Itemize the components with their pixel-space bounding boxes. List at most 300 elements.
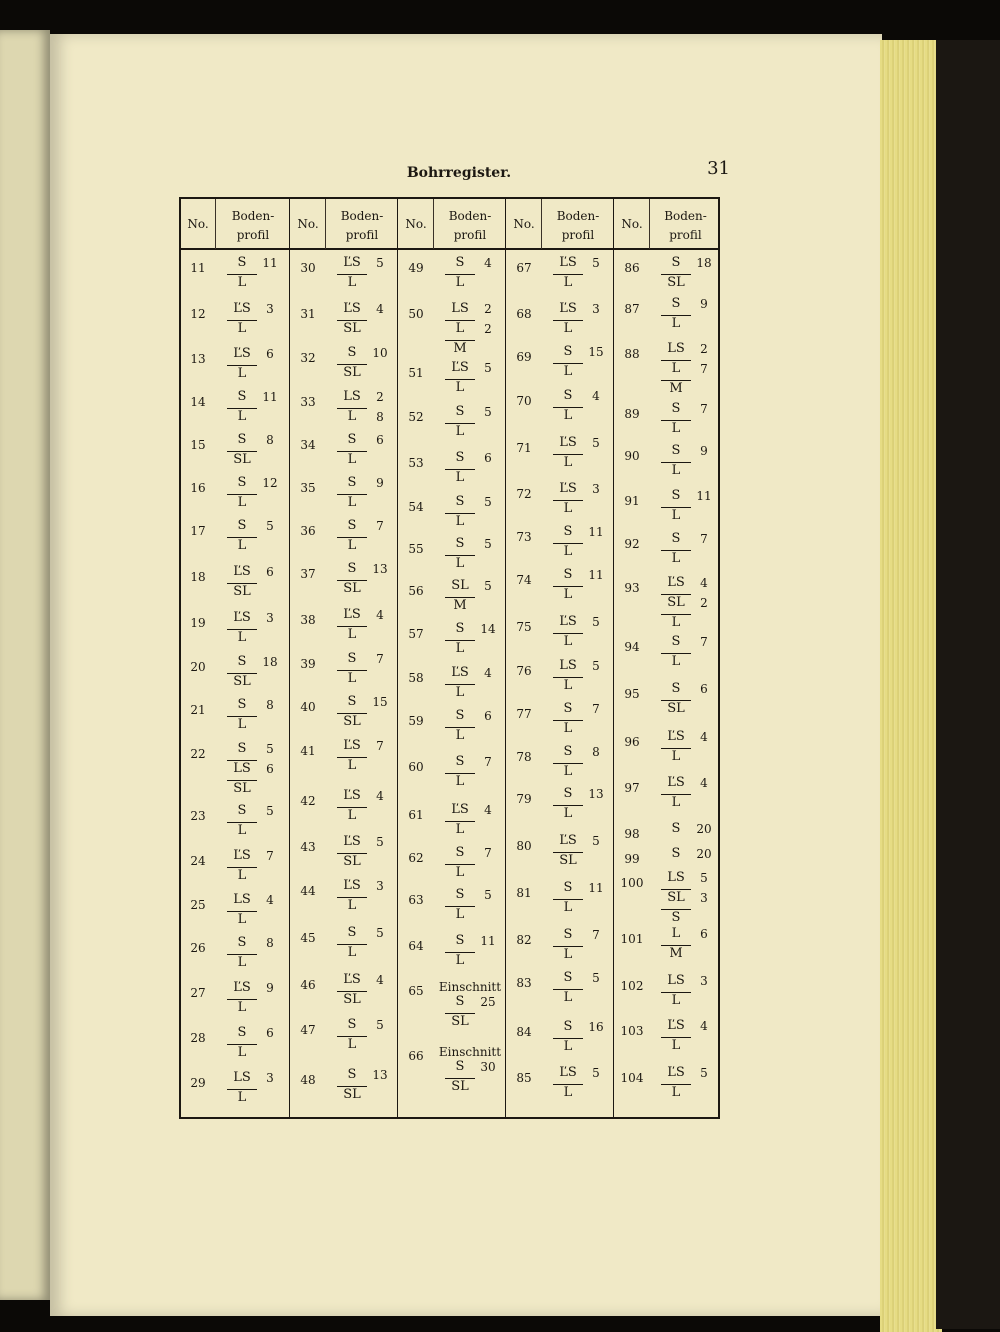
row-number: 72 <box>516 487 532 501</box>
row-number: 16 <box>190 481 206 495</box>
profile-top-layer: S <box>237 741 247 756</box>
row-number: 19 <box>190 616 206 630</box>
row-number: 51 <box>408 366 424 380</box>
column-group-divider <box>289 199 290 1117</box>
row-number: 35 <box>300 481 316 495</box>
soil-profile-entry <box>337 694 399 729</box>
running-header: Bohrregister. <box>406 165 512 181</box>
profile-top-layer: S <box>237 935 247 950</box>
profile-depth-value: 5 <box>266 804 274 818</box>
row-number: 82 <box>516 933 532 947</box>
profile-bottom-layer: L <box>445 555 475 572</box>
row-number: 79 <box>516 792 532 806</box>
profile-depth-value: 11 <box>696 489 712 503</box>
profile-bottom-layer: SL <box>553 852 583 869</box>
profile-bottom-layer: L <box>661 748 691 765</box>
row-number: 57 <box>408 627 424 641</box>
row-number: 60 <box>408 760 424 774</box>
row-number: 66 <box>408 1049 424 1063</box>
book-cover <box>936 40 1000 1329</box>
row-number: 91 <box>624 494 640 508</box>
profile-bottom-layer: SL <box>227 673 257 690</box>
row-number: 13 <box>190 352 206 366</box>
profile-depth-value: 5 <box>376 835 384 849</box>
header-bodenprofil <box>215 207 291 245</box>
soil-profile-entry <box>337 834 399 869</box>
profile-depth-value: 8 <box>266 698 274 712</box>
profile-top-layer: S <box>563 970 573 985</box>
profile-depth-value: 3 <box>266 302 274 316</box>
profile-top-layer: S <box>563 786 573 801</box>
soil-profile-entry <box>227 1070 289 1105</box>
profile-top-layer: S <box>237 389 247 404</box>
profile-bottom-layer: L <box>227 716 257 733</box>
soil-profile-entry <box>445 450 507 485</box>
profile-depth-value-2: 8 <box>376 410 384 424</box>
row-number: 18 <box>190 570 206 584</box>
profile-top-layer: ĽS <box>667 775 685 790</box>
profile-bottom-layer: L <box>445 773 475 790</box>
soil-profile-entry <box>445 404 507 439</box>
soil-profile-entry <box>337 607 399 642</box>
profile-top-layer: S <box>347 925 357 940</box>
row-number: 52 <box>408 410 424 424</box>
profile-top-layer: S <box>455 887 465 902</box>
soil-profile-entry <box>553 388 615 423</box>
header-bodenprofil <box>325 207 399 245</box>
row-number: 103 <box>620 1024 644 1038</box>
profile-top-layer: S <box>563 567 573 582</box>
profile-top-layer: S <box>237 255 247 270</box>
profile-top-layer: ĽS <box>559 481 577 496</box>
row-number: 42 <box>300 794 316 808</box>
profile-top-layer: ĽS <box>343 788 361 803</box>
soil-profile-entry <box>661 296 723 331</box>
profile-top-layer: ĽS <box>667 1065 685 1080</box>
column-group-divider <box>505 199 506 1117</box>
soil-profile-entry <box>445 887 507 922</box>
profile-depth-value: 5 <box>592 615 600 629</box>
soil-profile-entry <box>227 301 289 336</box>
profile-depth-value: 6 <box>266 347 274 361</box>
profile-top-layer: S <box>237 1025 247 1040</box>
profile-bottom-layer: L <box>661 315 691 332</box>
row-number: 98 <box>624 827 640 841</box>
profile-bottom-layer: L <box>337 670 367 687</box>
soil-profile-entry <box>227 610 289 645</box>
row-number: 45 <box>300 931 316 945</box>
row-number: 40 <box>300 700 316 714</box>
row-number: 77 <box>516 707 532 721</box>
profile-top-layer: S <box>455 255 465 270</box>
profile-bottom-layer: L <box>227 822 257 839</box>
profile-depth-value: 15 <box>588 345 604 359</box>
row-number: 67 <box>516 261 532 275</box>
profile-bottom-layer: L <box>661 462 691 479</box>
soil-profile-entry <box>553 567 615 602</box>
row-number: 88 <box>624 347 640 361</box>
row-number: 59 <box>408 714 424 728</box>
profile-depth-value: 5 <box>484 361 492 375</box>
profile-bottom-layer: L <box>553 677 583 694</box>
profile-top-layer: S <box>671 846 681 861</box>
soil-profile-entry <box>445 360 507 395</box>
profile-depth-value: 11 <box>480 934 496 948</box>
soil-profile-entry <box>337 1067 399 1102</box>
profile-bottom-layer: L <box>661 653 691 670</box>
profile-top-layer: S <box>563 524 573 539</box>
profile-bottom-layer: L <box>661 1037 691 1054</box>
profile-depth-value: 15 <box>372 695 388 709</box>
profile-bottom-layer: L <box>661 1084 691 1101</box>
row-number: 68 <box>516 307 532 321</box>
profile-bottom-layer: L <box>337 757 367 774</box>
profile-top-layer: LS <box>233 892 251 907</box>
profile-top-layer: ĽS <box>233 980 251 995</box>
profile-depth-value: 20 <box>696 822 712 836</box>
profile-depth-value: 7 <box>700 532 708 546</box>
row-number: 64 <box>408 939 424 953</box>
profile-top-layer: ĽS <box>233 848 251 863</box>
row-number: 84 <box>516 1025 532 1039</box>
profile-top-layer: S <box>347 475 357 490</box>
profile-depth-value: 5 <box>376 1018 384 1032</box>
profile-depth-value: 7 <box>484 755 492 769</box>
row-number: 15 <box>190 438 206 452</box>
header-bodenprofil-line: profil <box>345 228 379 242</box>
soil-profile-entry <box>661 488 723 523</box>
soil-profile-entry <box>445 754 507 789</box>
profile-top-layer: S <box>237 475 247 490</box>
soil-profile-entry <box>337 651 399 686</box>
profile-top-layer: S <box>455 754 465 769</box>
soil-profile-entry <box>445 802 507 837</box>
row-number: 37 <box>300 567 316 581</box>
profile-bottom-layer: L <box>553 633 583 650</box>
profile-depth-value: 4 <box>266 893 274 907</box>
row-number: 25 <box>190 898 206 912</box>
profile-depth-value: 11 <box>588 881 604 895</box>
row-number: 48 <box>300 1073 316 1087</box>
profile-depth-value: 5 <box>484 888 492 902</box>
profile-depth-value: 5 <box>592 256 600 270</box>
row-number: 96 <box>624 735 640 749</box>
soil-profile-entry <box>337 345 399 380</box>
profile-top-layer: S <box>563 701 573 716</box>
soil-profile-entry <box>337 561 399 596</box>
profile-bottom-layer: L <box>227 365 257 382</box>
soil-profile-entry <box>661 870 723 905</box>
row-number: 90 <box>624 449 640 463</box>
row-number: 34 <box>300 438 316 452</box>
soil-profile-subentry <box>227 761 289 796</box>
row-number: 104 <box>620 1071 644 1085</box>
profile-top-layer: S <box>237 803 247 818</box>
row-number: 78 <box>516 750 532 764</box>
profile-top-layer: S <box>671 296 681 311</box>
soil-profile-entry <box>553 255 615 290</box>
profile-top-layer: ĽS <box>343 972 361 987</box>
profile-bottom-layer-2: M <box>661 380 691 397</box>
profile-bottom-layer-2: M <box>445 340 475 357</box>
soil-profile-entry <box>445 536 507 571</box>
soil-profile-entry <box>661 255 723 290</box>
profile-bottom-layer: L <box>337 451 367 468</box>
profile-bottom-layer: L <box>227 537 257 554</box>
soil-profile-entry <box>337 301 399 336</box>
soil-profile-entry <box>553 524 615 559</box>
header-no: No. <box>513 217 535 231</box>
profile-depth-value: 5 <box>484 495 492 509</box>
soil-profile-entry <box>227 980 289 1015</box>
soil-profile-subentry <box>661 361 723 396</box>
profile-top-layer: LS <box>667 973 685 988</box>
soil-profile-entry <box>337 389 399 424</box>
profile-top-layer: S <box>455 845 465 860</box>
profile-bottom-layer: L <box>445 640 475 657</box>
profile-depth-value: 7 <box>266 849 274 863</box>
profile-depth-value: 11 <box>588 525 604 539</box>
profile-top-layer: S <box>671 531 681 546</box>
row-number: 43 <box>300 840 316 854</box>
profile-bottom-layer: L <box>337 626 367 643</box>
profile-bottom-layer: L <box>337 408 367 425</box>
soil-profile-entry <box>227 892 289 927</box>
profile-depth-value: 3 <box>266 1071 274 1085</box>
profile-depth-value: 5 <box>484 579 492 593</box>
profile-bottom-layer: L <box>553 720 583 737</box>
row-number: 97 <box>624 781 640 795</box>
profile-bottom-layer: L <box>445 952 475 969</box>
soil-profile-entry <box>553 1019 615 1054</box>
soil-profile-entry <box>337 738 399 773</box>
soil-profile-entry <box>553 744 615 779</box>
profile-bottom-layer: L <box>553 500 583 517</box>
profile-depth-value: 3 <box>376 879 384 893</box>
soil-profile-subentry <box>661 595 723 630</box>
profile-depth-value: 4 <box>376 789 384 803</box>
profile-bottom-layer: L <box>227 320 257 337</box>
row-number: 28 <box>190 1031 206 1045</box>
soil-profile-entry <box>337 255 399 290</box>
row-number: 54 <box>408 500 424 514</box>
soil-profile-entry <box>661 1018 723 1053</box>
soil-profile-entry <box>337 1017 399 1052</box>
profile-top-layer: S <box>563 344 573 359</box>
profile-bottom-layer: L <box>445 320 475 337</box>
profile-bottom-layer-2: S <box>661 909 691 926</box>
profile-depth-value: 6 <box>484 709 492 723</box>
profile-depth-value: 6 <box>376 433 384 447</box>
profile-bottom-layer: L <box>337 1036 367 1053</box>
soil-profile-entry <box>227 432 289 467</box>
profile-bottom-layer: L <box>227 1089 257 1106</box>
profile-depth-value: 5 <box>484 405 492 419</box>
profile-top-layer: S <box>347 651 357 666</box>
row-number: 85 <box>516 1071 532 1085</box>
profile-bottom-layer: L <box>553 363 583 380</box>
profile-bottom-layer: L <box>445 684 475 701</box>
profile-depth-value: 4 <box>592 389 600 403</box>
profile-top-layer: S <box>671 821 681 836</box>
profile-top-layer: S <box>347 561 357 576</box>
row-number: 30 <box>300 261 316 275</box>
profile-depth-value: 7 <box>484 846 492 860</box>
profile-depth-value: 7 <box>700 635 708 649</box>
soil-profile-entry <box>227 389 289 424</box>
profile-top-layer: ĽS <box>343 878 361 893</box>
profile-top-layer: S <box>671 488 681 503</box>
profile-depth-value: 10 <box>372 346 388 360</box>
soil-profile-entry <box>227 654 289 689</box>
profile-bottom-layer: L <box>553 1084 583 1101</box>
profile-bottom-layer: L <box>553 454 583 471</box>
profile-top-layer: S <box>237 697 247 712</box>
soil-profile-entry <box>337 518 399 553</box>
profile-bottom-layer: L <box>227 954 257 971</box>
profile-top-layer: S <box>671 681 681 696</box>
soil-profile-entry <box>445 578 507 613</box>
profile-bottom-layer-2: SL <box>227 780 257 797</box>
profile-depth-value-2: 7 <box>700 362 708 376</box>
profile-top-layer: S <box>563 744 573 759</box>
row-number: 17 <box>190 524 206 538</box>
profile-bottom-layer: L <box>445 274 475 291</box>
profile-bottom-layer: L <box>227 494 257 511</box>
profile-bottom-layer: SL <box>227 451 257 468</box>
profile-bottom-layer: L <box>445 469 475 486</box>
row-number: 49 <box>408 261 424 275</box>
row-number: 89 <box>624 407 640 421</box>
soil-profile-entry <box>445 1059 507 1094</box>
profile-bottom-layer: L <box>445 864 475 881</box>
profile-bottom-layer: L <box>337 897 367 914</box>
soil-profile-entry <box>553 658 615 693</box>
profile-bottom-layer: L <box>661 360 691 377</box>
soil-profile-entry <box>553 614 615 649</box>
row-number: 62 <box>408 851 424 865</box>
profile-bottom-layer: L <box>661 794 691 811</box>
row-number: 33 <box>300 395 316 409</box>
profile-bottom-layer: L <box>445 821 475 838</box>
soil-profile-entry <box>227 935 289 970</box>
profile-bottom-layer: SL <box>445 1013 475 1030</box>
profile-bottom-layer: L <box>337 537 367 554</box>
row-number: 101 <box>620 932 644 946</box>
profile-depth-value: 4 <box>700 1019 708 1033</box>
profile-bottom-layer: L <box>553 899 583 916</box>
profile-bottom-layer: L <box>227 867 257 884</box>
row-number: 81 <box>516 886 532 900</box>
profile-bottom-layer: L <box>337 494 367 511</box>
row-number: 102 <box>620 979 644 993</box>
profile-bottom-layer: L <box>227 408 257 425</box>
profile-top-layer: S <box>347 345 357 360</box>
profile-bottom-layer: L <box>445 906 475 923</box>
profile-depth-value: 5 <box>266 742 274 756</box>
soil-profile-entry <box>661 575 723 610</box>
profile-top-layer: S <box>455 1059 465 1074</box>
profile-top-layer: S <box>563 1019 573 1034</box>
row-number: 14 <box>190 395 206 409</box>
profile-bottom-layer: SL <box>445 1078 475 1095</box>
profile-depth-value: 6 <box>484 451 492 465</box>
column-group-divider <box>613 199 614 1117</box>
row-number: 23 <box>190 809 206 823</box>
profile-depth-value: 11 <box>262 390 278 404</box>
soil-profile-entry <box>553 344 615 379</box>
profile-depth-value: 5 <box>592 659 600 673</box>
profile-depth-value: 6 <box>700 682 708 696</box>
profile-depth-value: 7 <box>376 652 384 666</box>
profile-depth-value: 4 <box>484 803 492 817</box>
row-number: 24 <box>190 854 206 868</box>
header-no: No. <box>297 217 319 231</box>
row-number: 73 <box>516 530 532 544</box>
profile-bottom-layer: SL <box>661 700 691 717</box>
soil-profile-entry <box>661 443 723 478</box>
profile-depth-value: 12 <box>262 476 278 490</box>
row-number: 94 <box>624 640 640 654</box>
soil-profile-entry <box>553 833 615 868</box>
profile-top-layer: ĽS <box>559 614 577 629</box>
soil-profile-entry <box>661 821 723 843</box>
profile-depth-value-2: 6 <box>266 762 274 776</box>
header-bodenprofil-line: profil <box>561 228 595 242</box>
profile-depth-value: 4 <box>376 608 384 622</box>
profile-depth-value: 5 <box>700 871 708 885</box>
profile-depth-value: 16 <box>588 1020 604 1034</box>
profile-bottom-layer: L <box>553 989 583 1006</box>
row-number: 71 <box>516 441 532 455</box>
soil-profile-entry <box>337 788 399 823</box>
profile-bottom-layer: L <box>445 727 475 744</box>
profile-top-layer: ĽS <box>233 346 251 361</box>
profile-top-layer: ĽS <box>559 1065 577 1080</box>
row-number: 21 <box>190 703 206 717</box>
profile-top-layer: S <box>347 432 357 447</box>
soil-profile-entry <box>445 621 507 656</box>
profile-bottom-layer: L <box>553 274 583 291</box>
soil-profile-entry <box>661 341 723 376</box>
profile-top-layer: S <box>455 450 465 465</box>
profile-bottom-layer: L <box>553 543 583 560</box>
profile-bottom-layer: L <box>227 999 257 1016</box>
profile-top-layer: ĽS <box>559 833 577 848</box>
soil-profile-entry <box>445 933 507 968</box>
profile-top-layer: S <box>563 880 573 895</box>
soil-profile-entry <box>661 634 723 669</box>
profile-bottom-layer: LS <box>227 760 257 777</box>
profile-bottom-layer: L <box>661 507 691 524</box>
profile-depth-value: 4 <box>376 973 384 987</box>
row-number: 99 <box>624 852 640 866</box>
profile-top-layer: S <box>455 494 465 509</box>
row-number: 12 <box>190 307 206 321</box>
row-number: 47 <box>300 1023 316 1037</box>
profile-depth-value: 18 <box>262 655 278 669</box>
profile-bottom-layer: L <box>337 274 367 291</box>
profile-depth-value: 5 <box>592 436 600 450</box>
header-no: No. <box>187 217 209 231</box>
profile-depth-value-2: 3 <box>700 891 708 905</box>
profile-top-layer: ĽS <box>451 802 469 817</box>
row-label: Einschnitt <box>438 1045 502 1059</box>
row-number: 65 <box>408 984 424 998</box>
row-number: 44 <box>300 884 316 898</box>
profile-bottom-layer: SL <box>661 889 691 906</box>
row-number: 26 <box>190 941 206 955</box>
